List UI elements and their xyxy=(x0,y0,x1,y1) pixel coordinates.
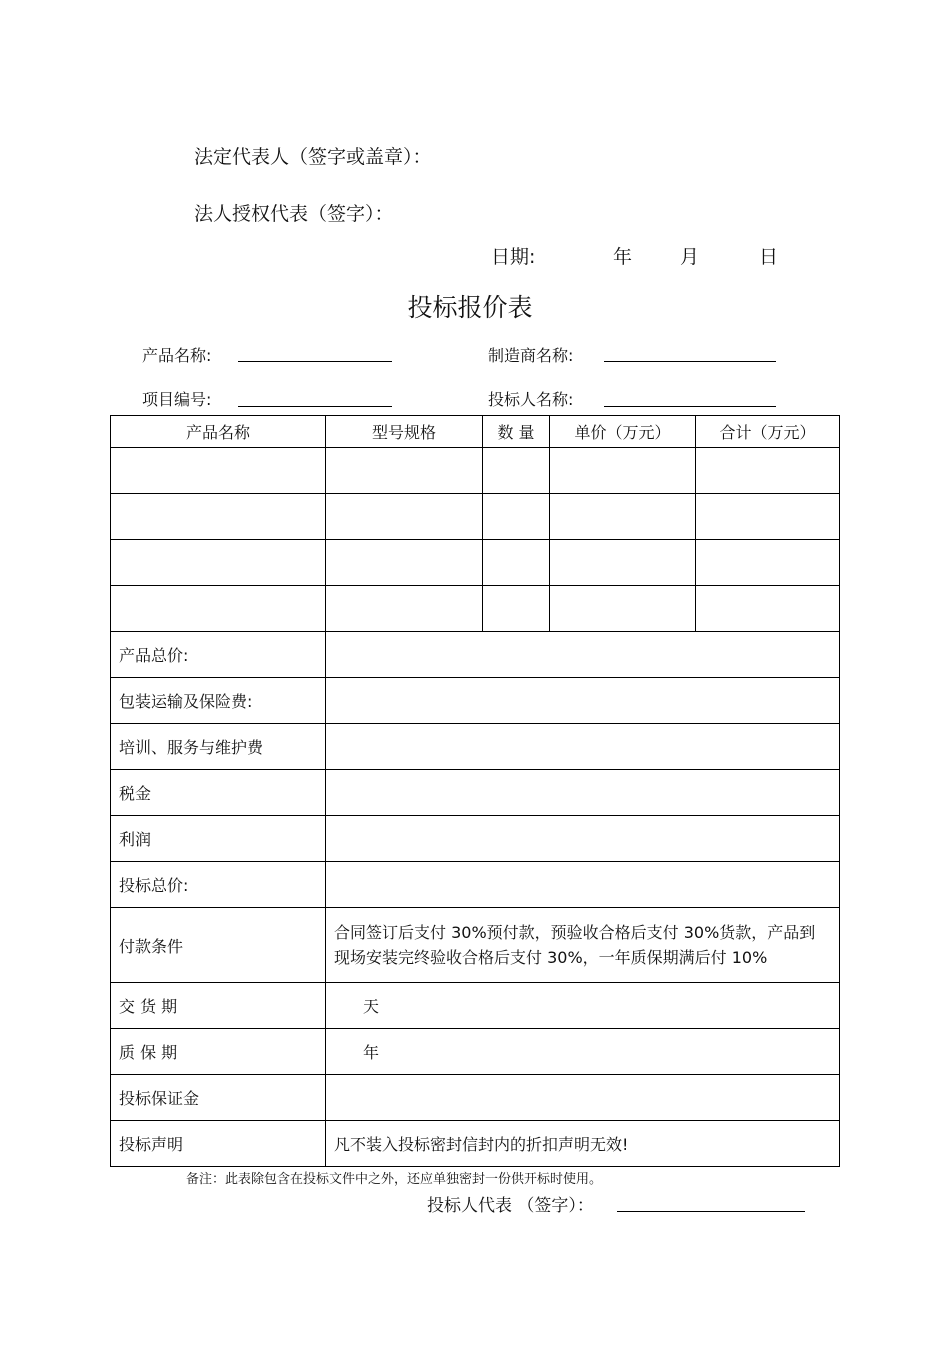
bid-deposit-value[interactable] xyxy=(326,1075,840,1121)
bid-statement-row xyxy=(111,1121,840,1167)
training-service-label: 培训、服务与维护费 xyxy=(111,724,326,770)
table-cell[interactable] xyxy=(111,540,326,586)
bidder-name-label: 投标人名称: xyxy=(488,390,574,409)
packaging-insurance-row xyxy=(111,678,840,724)
product-total-value[interactable] xyxy=(326,632,840,678)
bid-statement-value: 凡不装入投标密封信封内的折扣声明无效! xyxy=(326,1121,840,1167)
table-cell[interactable] xyxy=(111,494,326,540)
product-total-label: 产品总价: xyxy=(111,632,326,678)
table-cell[interactable] xyxy=(696,448,840,494)
table-cell[interactable] xyxy=(550,586,696,632)
project-number-label: 项目编号: xyxy=(142,390,212,409)
table-cell[interactable] xyxy=(696,586,840,632)
bid-total-row xyxy=(111,862,840,908)
payment-terms-label: 付款条件 xyxy=(111,908,326,983)
table-row xyxy=(111,448,840,494)
date-month: 月 xyxy=(680,246,700,268)
table-cell[interactable] xyxy=(550,540,696,586)
date-label: 日期: xyxy=(491,246,536,268)
page-title: 投标报价表 xyxy=(407,293,533,322)
bidder-representative-signature-field[interactable] xyxy=(617,1211,805,1212)
table-cell[interactable] xyxy=(696,494,840,540)
bidder-representative-label: 投标人代表 （签字）： xyxy=(427,1196,594,1216)
payment-terms-value: 合同签订后支付 30%预付款，预验收合格后支付 30%货款，产品到现场安装完终验收合格后支付 30%，一年质保期满后付 10% xyxy=(326,908,840,983)
product-name-field[interactable] xyxy=(238,361,392,362)
header-quantity: 数 量 xyxy=(483,416,550,448)
bid-quote-table xyxy=(110,415,840,1167)
table-row xyxy=(111,586,840,632)
table-cell[interactable] xyxy=(483,448,550,494)
packaging-insurance-label: 包装运输及保险费: xyxy=(111,678,326,724)
date-year: 年 xyxy=(613,246,633,268)
table-cell[interactable] xyxy=(111,448,326,494)
date-day: 日 xyxy=(759,246,779,268)
packaging-insurance-value[interactable] xyxy=(326,678,840,724)
bid-statement-label: 投标声明 xyxy=(111,1121,326,1167)
note-text: 备注：此表除包含在投标文件中之外，还应单独密封一份供开标时使用。 xyxy=(186,1172,603,1187)
profit-row xyxy=(111,816,840,862)
payment-terms-row xyxy=(111,908,840,983)
manufacturer-field[interactable] xyxy=(604,361,776,362)
table-cell[interactable] xyxy=(326,448,483,494)
table-cell[interactable] xyxy=(550,494,696,540)
training-service-value[interactable] xyxy=(326,724,840,770)
bid-deposit-label: 投标保证金 xyxy=(111,1075,326,1121)
bidder-name-field[interactable] xyxy=(604,406,776,407)
authorized-representative-label: 法人授权代表（签字）： xyxy=(194,203,394,225)
legal-representative-label: 法定代表人（签字或盖章）： xyxy=(194,146,432,168)
bid-total-value[interactable] xyxy=(326,862,840,908)
bid-deposit-row xyxy=(111,1075,840,1121)
header-unit-price: 单价（万元） xyxy=(550,416,696,448)
warranty-period-value[interactable]: 年 xyxy=(326,1029,840,1075)
table-cell[interactable] xyxy=(326,494,483,540)
table-cell[interactable] xyxy=(326,586,483,632)
profit-label: 利润 xyxy=(111,816,326,862)
table-cell[interactable] xyxy=(483,540,550,586)
header-total: 合计（万元） xyxy=(696,416,840,448)
tax-label: 税金 xyxy=(111,770,326,816)
manufacturer-label: 制造商名称: xyxy=(488,346,574,365)
table-row xyxy=(111,494,840,540)
table-cell[interactable] xyxy=(111,586,326,632)
table-cell[interactable] xyxy=(696,540,840,586)
header-product-name: 产品名称 xyxy=(111,416,326,448)
profit-value[interactable] xyxy=(326,816,840,862)
header-model-spec: 型号规格 xyxy=(326,416,483,448)
table-cell[interactable] xyxy=(483,494,550,540)
delivery-period-value[interactable]: 天 xyxy=(326,983,840,1029)
warranty-period-label: 质 保 期 xyxy=(111,1029,326,1075)
product-name-label: 产品名称: xyxy=(142,346,212,365)
product-total-row xyxy=(111,632,840,678)
project-number-field[interactable] xyxy=(238,406,392,407)
tax-value[interactable] xyxy=(326,770,840,816)
table-cell[interactable] xyxy=(550,448,696,494)
table-cell[interactable] xyxy=(483,586,550,632)
table-header-row xyxy=(111,416,840,448)
table-cell[interactable] xyxy=(326,540,483,586)
table-row xyxy=(111,540,840,586)
bid-total-label: 投标总价: xyxy=(111,862,326,908)
tax-row xyxy=(111,770,840,816)
training-service-row xyxy=(111,724,840,770)
delivery-period-label: 交 货 期 xyxy=(111,983,326,1029)
warranty-period-row xyxy=(111,1029,840,1075)
delivery-period-row xyxy=(111,983,840,1029)
